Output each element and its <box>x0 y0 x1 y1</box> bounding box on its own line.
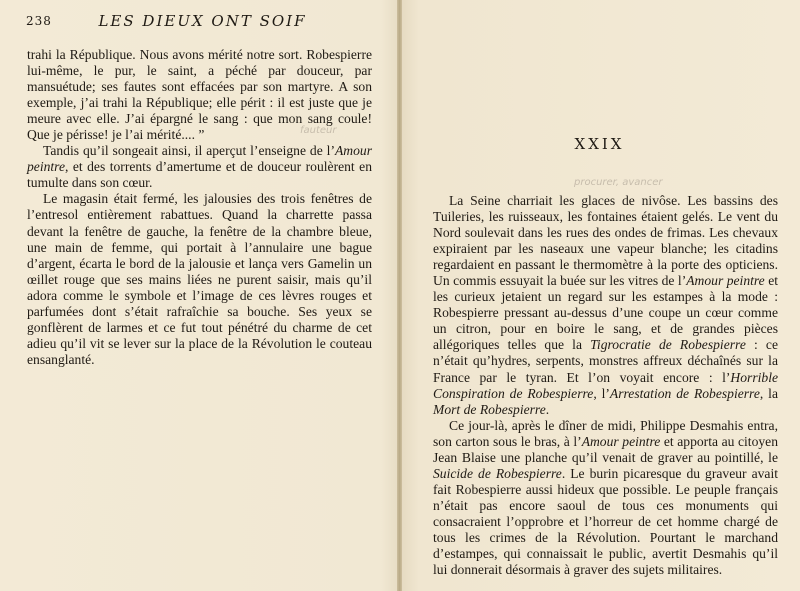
running-head <box>26 12 379 30</box>
left-page-text <box>27 47 372 368</box>
text-run: La Seine charriait les glaces de nivôse. Les bassins des Tuileries, les ruisseaux, les fontaines étaient gelés. Le vent du Nord soulevait dans les rues des ondes de frimas. Les chevaux expiraient par les naseaux une vapeur blanche; les citadins regardaient en passant le thermomètre à la porte des opticiens. Un commis essuyait la buée sur les vitres de l’ <box>433 193 778 289</box>
paragraph: trahi la République. Nous avons mérité notre sort. Robespierre lui-même, le pur, le saint, a péché par douceur, par mansuétude; ses fautes sont effacées par son martyre. A son exemple, j’ai trahi la République; elle périt : il est juste que je meure avec elle. J’ai épargné le sang : que mon sang coule! Que je périsse! je l’ai mérité.... ” <box>27 47 372 143</box>
book-gutter <box>397 0 402 591</box>
right-page-text <box>433 193 778 578</box>
italic-title: Amour peintre <box>686 273 765 289</box>
text-run: , l’ <box>593 385 610 401</box>
right-page <box>399 0 800 591</box>
italic-title: Suicide de Robespierre <box>433 465 562 481</box>
paragraph-text: Tandis qu’il songeait ainsi, il aperçut l’enseigne de l’Amour peintre, et des torrents d’amertume et de douceur roulèrent en tumulte dans son cœur. <box>27 143 372 191</box>
pencil-annotation: procurer, avancer <box>574 177 663 188</box>
text-run: et les curieux jetaient un regard sur les estampes à la mode : Robespierre pressant au-dessus d’une coupe un cœur comme un citron, pour en boire le sang, et de grandes pièces allégoriques telles que la <box>433 273 779 353</box>
paragraph <box>433 418 778 578</box>
text-run: Ce jour-là, après le dîner de midi, Philippe Desmahis entra, son carton sous le bras, à l’ <box>433 417 778 449</box>
running-head-title: LES DIEUX ONT SOIF <box>98 12 307 30</box>
italic-title: Amour peintre <box>581 433 661 449</box>
paragraph <box>27 143 372 191</box>
pencil-annotation: fauteur <box>300 125 337 136</box>
text-run: , la <box>759 385 778 401</box>
italic-title: Mort de Robespierre <box>433 401 546 417</box>
chapter-number: XXIX <box>574 135 625 153</box>
text-run: . Le burin picaresque du graveur avait fait Robespierre aussi hideux que possible. Le peuple français n’était pas encore saoul de tous ces monuments qui consacraient l’opprobre et l’horreur de cet homme chargé de tous les crimes de la Révolution. Pourtant le marchand d’estampes, qui connaissait le public, avertit Desmahis qu’il lui donnerait désormais à graver des sujets militaires. <box>433 465 779 578</box>
italic-title: Arrestation de Robespierre <box>609 385 760 401</box>
italic-title: Horrible Conspiration de Robespierre <box>433 369 778 401</box>
paragraph: Le magasin était fermé, les jalousies des trois fenêtres de l’entresol entièrement rabattues. Quand la charrette passa devant la fenêtre de gauche, la fenêtre de la chambre bleue, une main de femme, qui portait à l’annulaire une bague d’argent, écarta le bord de la jalousie et lança vers Gamelin un œillet rouge que ses mains liées ne purent saisir, mais qu’il adora comme le symbole et l’image de ces lèvres rouges et parfumées dont s’était rafraîchie sa bouche. Ses yeux se gonflèrent de larmes et ce fut tout pénétré du charme de cet adieu qu’il vit se lever sur la place de la Révolution le couteau ensanglanté. <box>27 191 372 367</box>
paragraph <box>433 193 778 418</box>
italic-title: Tigrocratie de Robespierre <box>590 337 746 353</box>
text-run: : ce n’était qu’hydres, serpents, monstres affreux déchaînés sur la France par le tyran. Et l’on voyait encore : l’ <box>433 337 778 385</box>
text-run: . <box>545 401 550 417</box>
page-number: 238 <box>26 14 52 28</box>
left-page <box>0 0 399 591</box>
text-run: et apporta au citoyen Jean Blaise une planche qu’il venait de graver au pointillé, le <box>433 433 779 465</box>
